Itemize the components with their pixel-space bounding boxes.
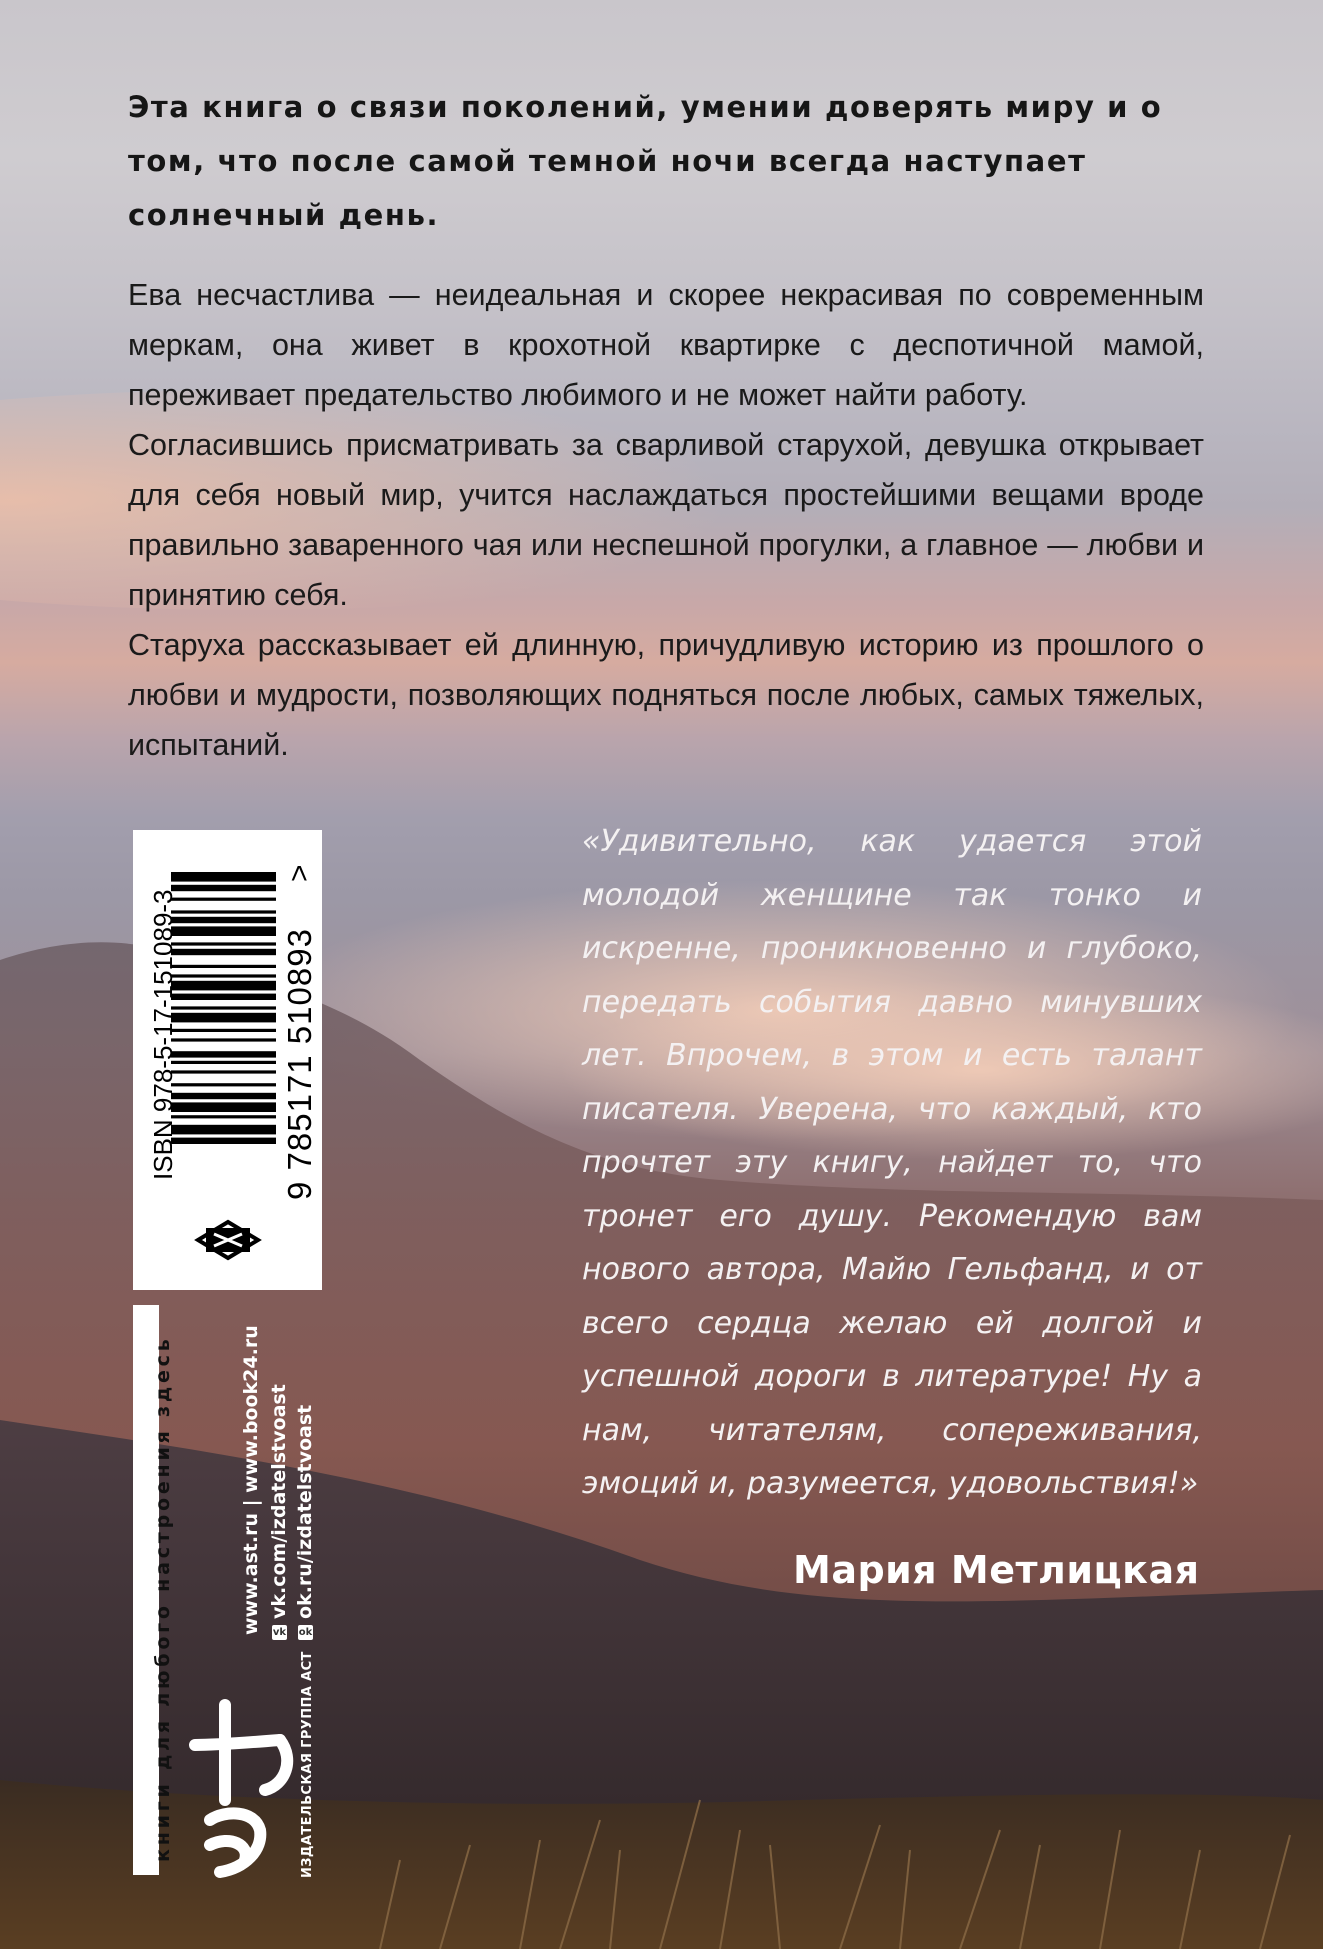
annotation-paragraph-3: Старуха рассказывает ей длинную, причудливую историю из прошлого о любви и мудрости, позволяющих подняться после любых, самых тяжелых, испытаний.	[128, 628, 1204, 762]
barcode-bar	[171, 898, 276, 901]
annotation-paragraph-1: Ева несчастлива — неидеальная и скорее некрасивая по современным меркам, она живет в крохотной квартирке с деспотичной мамой, переживает предательство любимого и не может найти работу.	[128, 278, 1204, 412]
barcode-bar	[171, 1093, 276, 1099]
barcode-bar	[171, 1083, 276, 1086]
isbn-label: ISBN 978-5-17-151089-3	[148, 889, 178, 1180]
lantern-icon	[198, 1222, 258, 1258]
barcode-bar	[171, 1051, 276, 1057]
barcode-bar	[171, 1061, 276, 1064]
review-quote: «Удивительно, как удается этой молодой женщине так тонко и искренне, проникновенно и глубоко, передать события давно минувших лет. Впрочем, в этом и есть талант писателя. Уверена, что каждый, кто прочтет эту книгу, найдет то, что тронет его душу. Рекомендую вам нового автора, Майю Гельфанд, и от всего сердца желаю ей долгой и успешной дороги в литературе! Ну а нам, читателям, сопереживания, эмоций и, разумеется, удовольствия!»	[582, 824, 1202, 1501]
barcode-bar	[171, 974, 276, 977]
barcode-bar	[171, 1006, 276, 1009]
vk-icon: vk	[272, 1627, 287, 1638]
barcode-bar	[171, 1070, 276, 1073]
barcode-bar	[171, 942, 276, 945]
barcode-bar	[171, 885, 276, 891]
book-tagline: Эта книга о связи поколений, умении доверять миру и о том, что после самой темной ночи всегда наступает солнечный день.	[128, 90, 1163, 232]
publisher-name: ИЗДАТЕЛЬСКАЯ ГРУППА АСТ	[300, 1651, 315, 1878]
publisher-websites[interactable]: www.ast.ru | www.book24.ru	[240, 1325, 262, 1635]
barcode-bar	[171, 949, 276, 955]
barcode-digits: 9 785171 510893	[281, 928, 318, 1200]
ok-link[interactable]	[294, 1405, 316, 1640]
publisher-slogan: книги для любого настроения здесь	[152, 1335, 174, 1862]
barcode-arrow: >	[283, 864, 316, 882]
barcode-bar	[171, 1038, 276, 1041]
barcode-bar	[171, 917, 276, 923]
barcode-bar	[171, 1102, 276, 1112]
ok-link-text: ok.ru/izdatelstvoast	[294, 1404, 316, 1619]
vk-link[interactable]	[268, 1384, 290, 1640]
barcode-bar	[171, 965, 276, 968]
barcode-panel	[133, 830, 322, 1290]
barcode-bar	[171, 1125, 276, 1135]
review-author: Мария Метлицкая	[793, 1548, 1200, 1592]
barcode-bar	[171, 994, 276, 1000]
barcode-bar	[171, 910, 276, 913]
annotation-paragraph-2: Согласившись присматривать за сварливой старухой, девушка открывает для себя новый мир, учится наслаждаться простейшими вещами вроде правильно заваренного чая или неспешной прогулки, а главное — любви и принятию себя.	[128, 428, 1204, 612]
vk-link-text: vk.com/izdatelstvoast	[268, 1384, 290, 1619]
barcode-bar	[171, 1013, 276, 1023]
ok-icon: ok	[298, 1627, 313, 1638]
barcode-bar	[171, 872, 276, 882]
barcode-bar	[171, 926, 276, 936]
barcode-bar	[171, 1029, 276, 1032]
barcode-bar	[171, 981, 276, 991]
barcode-bar	[171, 1115, 276, 1118]
ast-logo	[185, 1690, 305, 1890]
barcode-bar	[171, 1138, 276, 1144]
